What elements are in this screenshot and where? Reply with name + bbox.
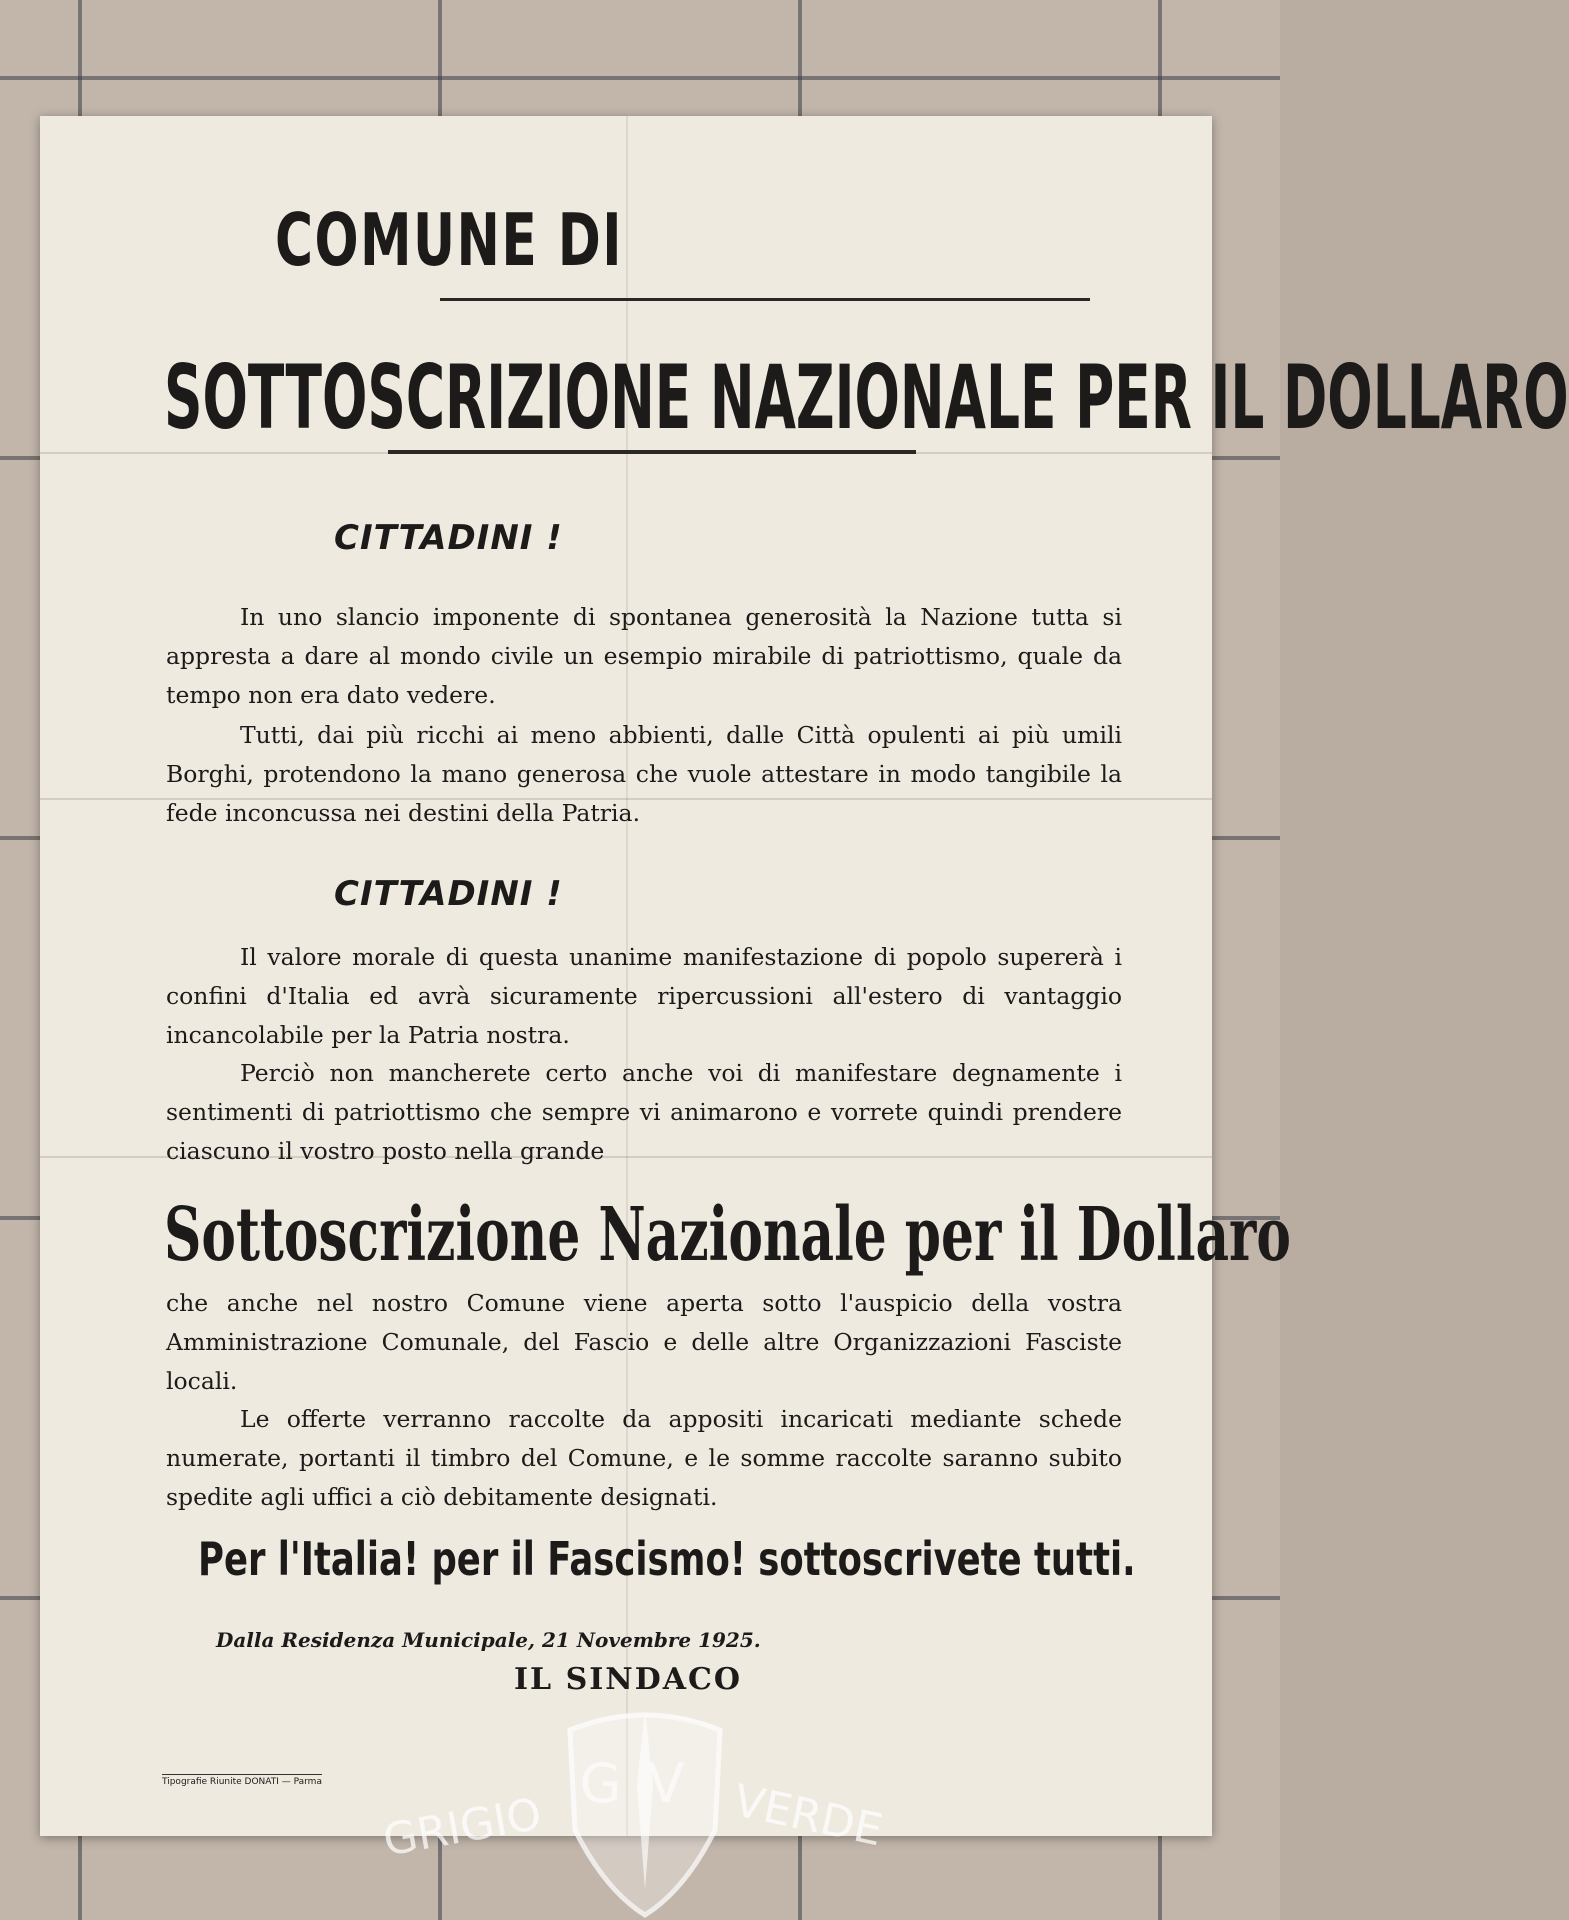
poster-sheet bbox=[40, 116, 1569, 1836]
cittadini-heading-2: CITTADINI ! bbox=[334, 874, 563, 914]
paragraph-6: Le offerte verranno raccolte da appositi incaricati mediante schede numerate, portanti il timbro del Comune, e le somme raccolte saranno subito spedite agli uffici a ciò debitamente designati. bbox=[166, 1405, 1122, 1511]
watermark-left-word: GRIGIO bbox=[379, 1788, 546, 1867]
paragraph-2: Tutti, dai più ricchi ai meno abbienti, dalle Città opulenti ai più umili Borghi, protendono la mano generosa che vuole attestare in modo tangibile la fede inconcussa nei destini della Patria. bbox=[166, 721, 1122, 827]
paragraph-5: che anche nel nostro Comune viene aperta sotto l'auspicio della vostra Amministrazione Comunale, del Fascio e delle altre Organizzazioni Fasciste locali. bbox=[166, 1289, 1122, 1395]
cittadini-heading-1: CITTADINI ! bbox=[334, 518, 563, 558]
comune-name-blank-line bbox=[440, 298, 1090, 301]
date-line: Dalla Residenza Municipale, 21 Novembre 1925. bbox=[216, 1628, 761, 1652]
paragraph-3: Il valore morale di questa unanime manifestazione di popolo supererà i confini d'Italia ed avrà sicuramente ripercussioni all'estero di vantaggio incancolabile per la Patria nostra. bbox=[166, 943, 1122, 1049]
paragraph-4: Perciò non mancherete certo anche voi di manifestare degnamente i sentimenti di patriottismo che sempre vi animarono e vorrete quindi prendere ciascuno il vostro posto nella grande bbox=[166, 1059, 1122, 1165]
watermark-logo bbox=[379, 1690, 905, 1920]
paragraph-1: In uno slancio imponente di spontanea generosità la Nazione tutta si appresta a dare al mondo civile un esempio mirabile di patriottismo, quale da tempo non era dato vedere. bbox=[166, 603, 1122, 709]
printer-credit: Tipografie Riunite DONATI — Parma bbox=[162, 1774, 322, 1787]
subtitle-banner: Sottoscrizione Nazionale per il Dollaro bbox=[164, 1192, 1291, 1278]
title-underline bbox=[388, 450, 916, 454]
watermark-right-word: VERDE bbox=[729, 1775, 887, 1857]
watermark-shield-letters: GV bbox=[579, 1752, 711, 1815]
slogan: Per l'Italia! per il Fascismo! sottoscrivete tutti. bbox=[198, 1532, 1136, 1586]
signature-title: IL SINDACO bbox=[514, 1662, 742, 1697]
main-title: SOTTOSCRIZIONE NAZIONALE PER IL DOLLARO bbox=[164, 346, 1569, 449]
comune-heading: COMUNE DI bbox=[275, 198, 623, 282]
